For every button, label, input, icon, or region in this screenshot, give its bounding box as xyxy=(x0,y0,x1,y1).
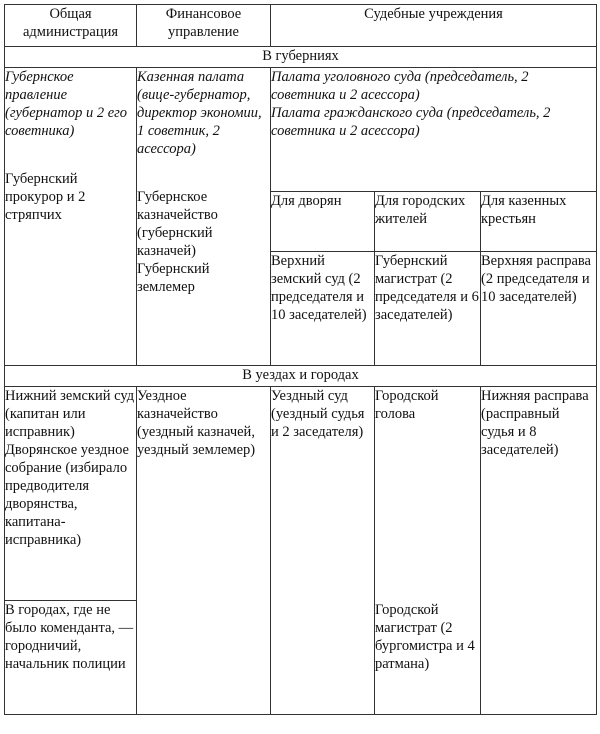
uezd-treasury: Уездное казначейство (уездный казначей, уездный землемер) xyxy=(137,387,271,715)
criminal-court-chamber: Палата уголовного суда (председатель, 2 советника и 2 асессора) xyxy=(271,69,529,103)
header-judicial-institutions: Судебные учреждения xyxy=(271,5,597,47)
civil-court-chamber: Палата гражданского суда (председатель, 2 советника и 2 асессора) xyxy=(271,105,551,139)
lower-zemsky-court: Нижний земский суд (капитан или исправник) xyxy=(5,388,135,440)
uezd-court: Уездный суд (уездный судья и 2 заседателя) xyxy=(271,387,375,715)
guberniya-admin-cell xyxy=(5,68,137,366)
subheader-townsfolk: Для городских жителей xyxy=(375,192,481,252)
uezd-admin-cell xyxy=(5,387,137,601)
upper-rasprava: Верхняя расправа (2 председателя и 10 заседателей) xyxy=(481,252,597,366)
guberniya-finance-cell xyxy=(137,68,271,366)
subheader-state-peasants: Для казенных крестьян xyxy=(481,192,597,252)
guberniya-treasury: Губернское казначейство (губернский казначей) Губернский землемер xyxy=(137,189,218,295)
lower-rasprava: Нижняя расправа (расправный судья и 8 заседателей) xyxy=(481,387,597,715)
guberniya-chambers-cell xyxy=(271,68,597,192)
administration-table xyxy=(4,4,597,715)
guberniya-prosecutor: Губернский прокурор и 2 стряпчих xyxy=(5,171,86,223)
upper-zemsky-court: Верхний земский суд (2 председателя и 10 заседателей) xyxy=(271,252,375,366)
city-head: Городской голова xyxy=(375,387,481,601)
section-in-guberniya: В губерниях xyxy=(5,47,597,68)
noble-assembly: Дворянское уездное собрание (избирало предводителя дворянства, капитана-исправника) xyxy=(5,442,129,548)
header-financial-administration: Финансовое управление xyxy=(137,5,271,47)
subheader-nobles: Для дворян xyxy=(271,192,375,252)
city-magistrat: Городской магистрат (2 бургомистра и 4 ратмана) xyxy=(375,601,481,715)
guberniya-magistrat: Губернский магистрат (2 председателя и 6 заседателей) xyxy=(375,252,481,366)
guberniya-board: Губернское правление (губернатор и 2 его советника) xyxy=(5,69,128,139)
towns-police-note: В городах, где не было коменданта, — городничий, начальник полиции xyxy=(5,601,137,715)
header-general-administration: Общая администрация xyxy=(5,5,137,47)
treasury-chamber: Казенная палата (вице-губернатор, директор экономии, 1 советник, 2 асессора) xyxy=(137,69,262,157)
section-in-uezd: В уездах и городах xyxy=(5,366,597,387)
